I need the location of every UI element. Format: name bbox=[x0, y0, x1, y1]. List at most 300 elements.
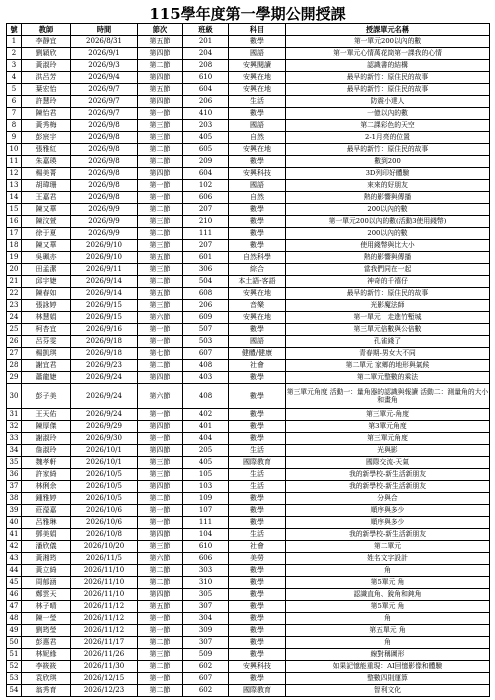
cell-teacher: 謝淑玲 bbox=[22, 433, 71, 445]
table-row bbox=[7, 264, 490, 276]
cell-topic: 線對稱圖形 bbox=[286, 649, 490, 661]
cell-topic: 2-1月亮的位置 bbox=[286, 132, 490, 144]
cell-date: 2026/11/10 bbox=[71, 565, 138, 577]
cell-period: 第五節 bbox=[138, 252, 183, 264]
cell-topic: 3D列印好體驗 bbox=[286, 168, 490, 180]
cell-number: 29 bbox=[7, 372, 22, 384]
cell-number: 15 bbox=[7, 204, 22, 216]
cell-teacher: 周郁涵 bbox=[22, 577, 71, 589]
cell-date: 2026/12/15 bbox=[71, 673, 138, 685]
cell-topic: 姓名文字設計 bbox=[286, 553, 490, 565]
cell-period: 第二節 bbox=[138, 360, 183, 372]
cell-number: 41 bbox=[7, 529, 22, 541]
cell-subject: 數學 bbox=[229, 505, 286, 517]
cell-teacher: 潘欣儀 bbox=[22, 541, 71, 553]
cell-class: 105 bbox=[183, 469, 229, 481]
cell-date: 2026/9/24 bbox=[71, 409, 138, 421]
table-row bbox=[7, 36, 490, 48]
cell-class: 107 bbox=[183, 505, 229, 517]
cell-subject: 數學 bbox=[229, 108, 286, 120]
cell-date: 2026/9/10 bbox=[71, 252, 138, 264]
cell-class: 208 bbox=[183, 60, 229, 72]
cell-number: 3 bbox=[7, 60, 22, 72]
cell-teacher: 黃秀梅 bbox=[22, 120, 71, 132]
cell-subject: 美勞 bbox=[229, 553, 286, 565]
cell-period: 第四節 bbox=[138, 481, 183, 493]
cell-subject: 生活 bbox=[229, 469, 286, 481]
table-row bbox=[7, 72, 490, 84]
cell-topic: 第一單元200以內的數(活動3使用錢幣) bbox=[286, 216, 490, 228]
table-row bbox=[7, 493, 490, 505]
cell-period: 第三節 bbox=[138, 132, 183, 144]
cell-class: 507 bbox=[183, 324, 229, 336]
cell-topic: 神奇的千禧仔 bbox=[286, 276, 490, 288]
cell-period: 第二節 bbox=[138, 276, 183, 288]
cell-period: 第二節 bbox=[138, 577, 183, 589]
cell-date: 2026/11/17 bbox=[71, 637, 138, 649]
cell-subject: 安興科技 bbox=[229, 168, 286, 180]
cell-period: 第三節 bbox=[138, 120, 183, 132]
cell-subject: 國語 bbox=[229, 180, 286, 192]
cell-period: 第四節 bbox=[138, 589, 183, 601]
cell-date: 2026/9/24 bbox=[71, 372, 138, 384]
cell-teacher: 鍾雅婷 bbox=[22, 493, 71, 505]
cell-number: 17 bbox=[7, 228, 22, 240]
cell-teacher: 許家綺 bbox=[22, 469, 71, 481]
cell-teacher: 陳又華 bbox=[22, 204, 71, 216]
cell-subject: 數學 bbox=[229, 240, 286, 252]
cell-topic: 第一單元心情萬花筒第一課我的心情 bbox=[286, 48, 490, 60]
cell-subject: 數學 bbox=[229, 204, 286, 216]
cell-teacher: 劉筠瑩 bbox=[22, 625, 71, 637]
table-row bbox=[7, 108, 490, 120]
cell-teacher: 洪呂芳 bbox=[22, 72, 71, 84]
table-row bbox=[7, 288, 490, 300]
cell-date: 2026/9/10 bbox=[71, 240, 138, 252]
table-row bbox=[7, 553, 490, 565]
table-row bbox=[7, 132, 490, 144]
cell-number: 26 bbox=[7, 336, 22, 348]
table-row bbox=[7, 577, 490, 589]
cell-subject: 生活 bbox=[229, 481, 286, 493]
cell-period: 第一節 bbox=[138, 180, 183, 192]
cell-topic: 200以內的數 bbox=[286, 228, 490, 240]
cell-subject: 安興科技 bbox=[229, 661, 286, 673]
cell-number: 33 bbox=[7, 433, 22, 445]
cell-class: 601 bbox=[183, 252, 229, 264]
table-row bbox=[7, 144, 490, 156]
cell-subject: 本土語-客語 bbox=[229, 276, 286, 288]
cell-class: 509 bbox=[183, 649, 229, 661]
cell-subject: 自然科學 bbox=[229, 252, 286, 264]
cell-topic: 最早的新竹：原住民的故事 bbox=[286, 144, 490, 156]
cell-period: 第一節 bbox=[138, 613, 183, 625]
cell-class: 305 bbox=[183, 589, 229, 601]
cell-teacher: 黃湘筠 bbox=[22, 553, 71, 565]
cell-date: 2026/11/10 bbox=[71, 577, 138, 589]
cell-subject: 數學 bbox=[229, 673, 286, 685]
cell-teacher: 莊瀅嘉 bbox=[22, 505, 71, 517]
cell-period: 第三節 bbox=[138, 541, 183, 553]
cell-topic: 當我們同在一起 bbox=[286, 264, 490, 276]
cell-number: 51 bbox=[7, 649, 22, 661]
cell-topic: 如果記憶能重現：AI回憶影像和體驗 bbox=[286, 661, 490, 673]
cell-teacher: 楊美菁 bbox=[22, 168, 71, 180]
cell-number: 20 bbox=[7, 264, 22, 276]
cell-subject: 國語 bbox=[229, 120, 286, 132]
cell-topic: 順序與多少 bbox=[286, 505, 490, 517]
cell-period: 第三節 bbox=[138, 469, 183, 481]
table-row bbox=[7, 469, 490, 481]
table-row bbox=[7, 457, 490, 469]
cell-topic: 整數四則運算 bbox=[286, 673, 490, 685]
cell-class: 504 bbox=[183, 276, 229, 288]
cell-period: 第一節 bbox=[138, 433, 183, 445]
cell-teacher: 張雅紅 bbox=[22, 144, 71, 156]
cell-class: 307 bbox=[183, 601, 229, 613]
cell-number: 49 bbox=[7, 625, 22, 637]
cell-topic: 角 bbox=[286, 565, 490, 577]
table-row bbox=[7, 673, 490, 685]
cell-period: 第七節 bbox=[138, 348, 183, 360]
cell-number: 18 bbox=[7, 240, 22, 252]
cell-number: 7 bbox=[7, 108, 22, 120]
table-row bbox=[7, 336, 490, 348]
cell-class: 602 bbox=[183, 661, 229, 673]
cell-subject: 音樂 bbox=[229, 300, 286, 312]
table-row bbox=[7, 661, 490, 673]
table-row bbox=[7, 589, 490, 601]
cell-teacher: 林妮緣 bbox=[22, 649, 71, 661]
cell-topic: 青春期-男女大不同 bbox=[286, 348, 490, 360]
cell-date: 2026/9/8 bbox=[71, 192, 138, 204]
cell-number: 48 bbox=[7, 613, 22, 625]
table-row bbox=[7, 180, 490, 192]
cell-period: 第一節 bbox=[138, 336, 183, 348]
cell-teacher: 謝宜君 bbox=[22, 360, 71, 372]
cell-date: 2026/12/23 bbox=[71, 685, 138, 697]
cell-subject: 自然 bbox=[229, 192, 286, 204]
cell-subject: 數學 bbox=[229, 228, 286, 240]
cell-number: 22 bbox=[7, 288, 22, 300]
cell-teacher: 陳春如 bbox=[22, 288, 71, 300]
table-row bbox=[7, 192, 490, 204]
cell-topic: 第三單元倍數與公倍數 bbox=[286, 324, 490, 336]
cell-teacher: 王嘉君 bbox=[22, 192, 71, 204]
cell-class: 207 bbox=[183, 240, 229, 252]
table-row bbox=[7, 96, 490, 108]
table-row bbox=[7, 565, 490, 577]
header-period: 節次 bbox=[138, 24, 183, 36]
cell-teacher: 吳珮亦 bbox=[22, 252, 71, 264]
table-row bbox=[7, 168, 490, 180]
cell-date: 2026/9/9 bbox=[71, 228, 138, 240]
cell-period: 第二節 bbox=[138, 156, 183, 168]
cell-teacher: 王天佑 bbox=[22, 409, 71, 421]
cell-teacher: 蕭龍婕 bbox=[22, 372, 71, 384]
cell-number: 28 bbox=[7, 360, 22, 372]
cell-number: 16 bbox=[7, 216, 22, 228]
cell-number: 13 bbox=[7, 180, 22, 192]
cell-date: 2026/9/15 bbox=[71, 300, 138, 312]
table-row bbox=[7, 637, 490, 649]
cell-subject: 綜合 bbox=[229, 264, 286, 276]
cell-date: 2026/11/12 bbox=[71, 601, 138, 613]
cell-teacher: 田孟潔 bbox=[22, 264, 71, 276]
cell-number: 40 bbox=[7, 517, 22, 529]
cell-date: 2026/9/8 bbox=[71, 120, 138, 132]
cell-teacher: 陳厚傑 bbox=[22, 421, 71, 433]
cell-date: 2026/10/5 bbox=[71, 493, 138, 505]
cell-class: 606 bbox=[183, 553, 229, 565]
header-class: 班級 bbox=[183, 24, 229, 36]
cell-date: 2026/9/16 bbox=[71, 324, 138, 336]
cell-teacher: 黃立綺 bbox=[22, 565, 71, 577]
table-row bbox=[7, 372, 490, 384]
cell-teacher: 鄧美娟 bbox=[22, 529, 71, 541]
cell-number: 42 bbox=[7, 541, 22, 553]
cell-topic: 來來的好朋友 bbox=[286, 180, 490, 192]
table-body bbox=[7, 36, 490, 697]
cell-class: 307 bbox=[183, 637, 229, 649]
cell-date: 2026/9/3 bbox=[71, 60, 138, 72]
cell-teacher: 林慧娟 bbox=[22, 312, 71, 324]
cell-date: 2026/10/8 bbox=[71, 529, 138, 541]
cell-period: 第二節 bbox=[138, 228, 183, 240]
cell-class: 103 bbox=[183, 481, 229, 493]
cell-date: 2026/9/9 bbox=[71, 204, 138, 216]
cell-date: 2026/9/15 bbox=[71, 312, 138, 324]
cell-teacher: 鄭雲天 bbox=[22, 589, 71, 601]
table-row bbox=[7, 433, 490, 445]
cell-teacher: 黃淑玲 bbox=[22, 60, 71, 72]
cell-subject: 安興在地 bbox=[229, 84, 286, 96]
cell-number: 30 bbox=[7, 384, 22, 409]
cell-number: 34 bbox=[7, 445, 22, 457]
cell-teacher: 彭子美 bbox=[22, 384, 71, 409]
cell-date: 2026/9/1 bbox=[71, 48, 138, 60]
cell-class: 404 bbox=[183, 433, 229, 445]
cell-subject: 數學 bbox=[229, 637, 286, 649]
cell-topic: 認識書的結構 bbox=[286, 60, 490, 72]
cell-topic: 順序與多少 bbox=[286, 517, 490, 529]
table-row bbox=[7, 348, 490, 360]
cell-number: 43 bbox=[7, 553, 22, 565]
cell-subject: 數學 bbox=[229, 433, 286, 445]
cell-subject: 數學 bbox=[229, 324, 286, 336]
cell-date: 2026/10/20 bbox=[71, 541, 138, 553]
table-row bbox=[7, 204, 490, 216]
cell-date: 2026/9/7 bbox=[71, 84, 138, 96]
cell-topic: 第二單元 bbox=[286, 541, 490, 553]
cell-period: 第二節 bbox=[138, 661, 183, 673]
cell-teacher: 陳又華 bbox=[22, 240, 71, 252]
table-row bbox=[7, 649, 490, 661]
cell-date: 2026/11/10 bbox=[71, 589, 138, 601]
cell-class: 111 bbox=[183, 228, 229, 240]
cell-teacher: 林俐余 bbox=[22, 481, 71, 493]
cell-class: 309 bbox=[183, 625, 229, 637]
cell-subject: 社會 bbox=[229, 541, 286, 553]
cell-period: 第六節 bbox=[138, 384, 183, 409]
cell-period: 第一節 bbox=[138, 108, 183, 120]
cell-date: 2026/9/8 bbox=[71, 156, 138, 168]
schedule-table bbox=[6, 23, 490, 697]
cell-class: 602 bbox=[183, 685, 229, 697]
cell-subject: 數學 bbox=[229, 421, 286, 433]
cell-subject: 數學 bbox=[229, 384, 286, 409]
cell-number: 4 bbox=[7, 72, 22, 84]
cell-date: 2026/9/18 bbox=[71, 348, 138, 360]
cell-class: 503 bbox=[183, 336, 229, 348]
table-row bbox=[7, 324, 490, 336]
cell-number: 36 bbox=[7, 469, 22, 481]
cell-class: 604 bbox=[183, 168, 229, 180]
cell-class: 210 bbox=[183, 216, 229, 228]
cell-teacher: 楊凱琪 bbox=[22, 348, 71, 360]
cell-date: 2026/11/26 bbox=[71, 649, 138, 661]
table-row bbox=[7, 228, 490, 240]
cell-period: 第四節 bbox=[138, 96, 183, 108]
cell-period: 第四節 bbox=[138, 72, 183, 84]
cell-period: 第四節 bbox=[138, 48, 183, 60]
cell-period: 第二節 bbox=[138, 204, 183, 216]
cell-date: 2026/11/30 bbox=[71, 661, 138, 673]
cell-period: 第五節 bbox=[138, 36, 183, 48]
cell-topic: 光影魔法師 bbox=[286, 300, 490, 312]
cell-class: 206 bbox=[183, 300, 229, 312]
cell-period: 第二節 bbox=[138, 685, 183, 697]
cell-date: 2026/9/9 bbox=[71, 216, 138, 228]
cell-topic: 200以內的數 bbox=[286, 204, 490, 216]
cell-class: 405 bbox=[183, 132, 229, 144]
cell-period: 第二節 bbox=[138, 60, 183, 72]
cell-subject: 數學 bbox=[229, 409, 286, 421]
cell-class: 104 bbox=[183, 529, 229, 541]
cell-period: 第四節 bbox=[138, 445, 183, 457]
cell-subject: 生活 bbox=[229, 529, 286, 541]
cell-class: 401 bbox=[183, 421, 229, 433]
cell-topic: 第三單元-角度 bbox=[286, 409, 490, 421]
cell-subject: 數學 bbox=[229, 493, 286, 505]
cell-date: 2026/11/5 bbox=[71, 553, 138, 565]
cell-class: 111 bbox=[183, 517, 229, 529]
cell-topic: 我的新學校-新生活新朋友 bbox=[286, 469, 490, 481]
cell-period: 第四節 bbox=[138, 529, 183, 541]
cell-subject: 數學 bbox=[229, 216, 286, 228]
cell-number: 14 bbox=[7, 192, 22, 204]
cell-number: 35 bbox=[7, 457, 22, 469]
cell-topic: 第5單元 角 bbox=[286, 577, 490, 589]
cell-teacher: 劉穎欣 bbox=[22, 48, 71, 60]
cell-class: 304 bbox=[183, 613, 229, 625]
cell-period: 第三節 bbox=[138, 457, 183, 469]
cell-period: 第三節 bbox=[138, 649, 183, 661]
table-row bbox=[7, 48, 490, 60]
cell-number: 39 bbox=[7, 505, 22, 517]
cell-date: 2026/10/1 bbox=[71, 445, 138, 457]
header-date: 時間 bbox=[71, 24, 138, 36]
cell-topic: 我的新學校-新生活新朋友 bbox=[286, 481, 490, 493]
table-row bbox=[7, 84, 490, 96]
cell-teacher: 袁欣琪 bbox=[22, 673, 71, 685]
cell-topic: 熱的影響與傳播 bbox=[286, 192, 490, 204]
cell-number: 19 bbox=[7, 252, 22, 264]
cell-period: 第一節 bbox=[138, 324, 183, 336]
cell-number: 53 bbox=[7, 673, 22, 685]
cell-subject: 健體/健康 bbox=[229, 348, 286, 360]
cell-topic: 第二單元整數的乘法 bbox=[286, 372, 490, 384]
table-header-row bbox=[7, 24, 490, 36]
cell-topic: 第三單元角度 bbox=[286, 433, 490, 445]
table-row bbox=[7, 541, 490, 553]
cell-subject: 安興在地 bbox=[229, 288, 286, 300]
cell-topic: 最早的新竹：原住民的故事 bbox=[286, 288, 490, 300]
cell-date: 2026/9/8 bbox=[71, 168, 138, 180]
cell-period: 第三節 bbox=[138, 216, 183, 228]
cell-class: 203 bbox=[183, 120, 229, 132]
cell-teacher: 林子晴 bbox=[22, 601, 71, 613]
cell-subject: 自然 bbox=[229, 132, 286, 144]
cell-date: 2026/9/8 bbox=[71, 180, 138, 192]
cell-subject: 數學 bbox=[229, 577, 286, 589]
cell-topic: 國際交流-天氣 bbox=[286, 457, 490, 469]
cell-period: 第一節 bbox=[138, 673, 183, 685]
table-row bbox=[7, 384, 490, 409]
cell-subject: 數學 bbox=[229, 156, 286, 168]
cell-class: 405 bbox=[183, 457, 229, 469]
cell-topic: 分與合 bbox=[286, 493, 490, 505]
cell-date: 2026/8/31 bbox=[71, 36, 138, 48]
cell-subject: 安興在地 bbox=[229, 144, 286, 156]
cell-topic: 認識直角、銳角和鈍角 bbox=[286, 589, 490, 601]
cell-class: 201 bbox=[183, 36, 229, 48]
cell-period: 第二節 bbox=[138, 637, 183, 649]
cell-subject: 數學 bbox=[229, 589, 286, 601]
cell-topic: 我的新學校-新生活新朋友 bbox=[286, 529, 490, 541]
cell-teacher: 徐于夏 bbox=[22, 228, 71, 240]
cell-date: 2026/11/12 bbox=[71, 625, 138, 637]
cell-number: 12 bbox=[7, 168, 22, 180]
cell-date: 2026/9/14 bbox=[71, 288, 138, 300]
cell-teacher: 朱嘉瑛 bbox=[22, 156, 71, 168]
cell-teacher: 詹淑玲 bbox=[22, 445, 71, 457]
cell-topic: 角 bbox=[286, 613, 490, 625]
cell-number: 37 bbox=[7, 481, 22, 493]
table-row bbox=[7, 613, 490, 625]
cell-class: 610 bbox=[183, 541, 229, 553]
cell-number: 31 bbox=[7, 409, 22, 421]
cell-class: 607 bbox=[183, 348, 229, 360]
cell-teacher: 李筱筱 bbox=[22, 661, 71, 673]
cell-subject: 社會 bbox=[229, 360, 286, 372]
cell-class: 605 bbox=[183, 144, 229, 156]
cell-date: 2026/9/8 bbox=[71, 144, 138, 156]
cell-period: 第四節 bbox=[138, 168, 183, 180]
cell-number: 44 bbox=[7, 565, 22, 577]
cell-teacher: 翁秀育 bbox=[22, 685, 71, 697]
cell-class: 607 bbox=[183, 673, 229, 685]
cell-teacher: 陳一瑩 bbox=[22, 613, 71, 625]
cell-period: 第四節 bbox=[138, 421, 183, 433]
cell-topic: 熱的影響與傳播 bbox=[286, 252, 490, 264]
cell-number: 24 bbox=[7, 312, 22, 324]
cell-topic: 角 bbox=[286, 637, 490, 649]
table-row bbox=[7, 625, 490, 637]
cell-period: 第五節 bbox=[138, 84, 183, 96]
cell-class: 408 bbox=[183, 360, 229, 372]
header-topic: 授課單元名稱 bbox=[286, 24, 490, 36]
